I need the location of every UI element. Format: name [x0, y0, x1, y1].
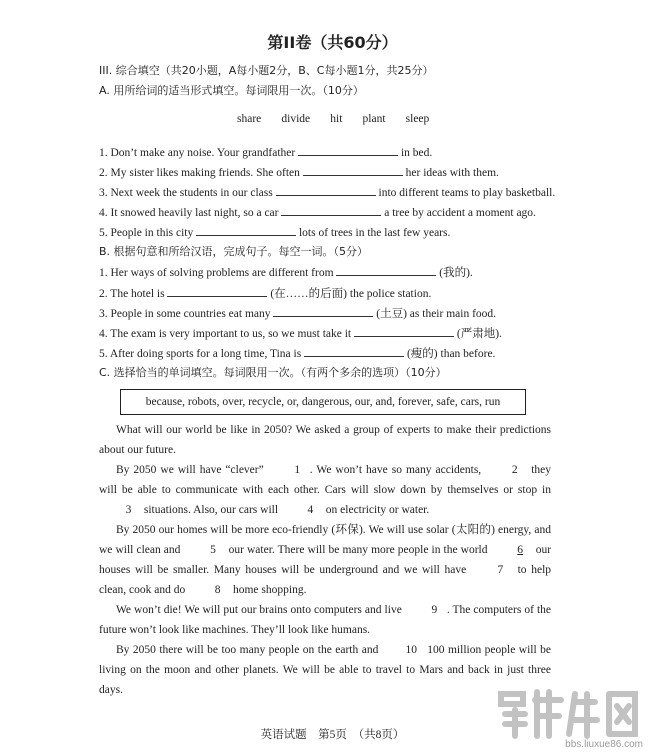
part-a-item: [99, 143, 432, 159]
word-bank-item: hit: [330, 113, 343, 125]
part-a-item: [99, 163, 499, 179]
blank-number[interactable]: 9: [431, 604, 438, 616]
watermark-logo-icon: [491, 680, 651, 750]
part-b-item: [99, 263, 473, 280]
item-text: into different teams to play basketball.: [378, 187, 556, 199]
item-text: in bed.: [400, 147, 433, 159]
part-b-item: [99, 284, 431, 301]
passage-paragraph: [99, 640, 551, 700]
passage-text: . We won’t have so many accidents,: [309, 464, 482, 476]
item-text: 2. My sister likes making friends. She often: [99, 167, 300, 179]
passage: [99, 420, 551, 700]
answer-blank[interactable]: [273, 304, 373, 317]
blank-number[interactable]: 10: [405, 644, 418, 656]
passage-text: situations. Also, our cars will: [143, 504, 279, 516]
part-c-instruction: C. 选择恰当的单词填空。每词限用一次。（有两个多余的选项）（10分）: [99, 366, 447, 379]
passage-text: . The computers of the future won’t look like machines. They’ll look like humans.: [99, 604, 552, 636]
item-text: 4. It snowed heavily last night, so a car: [99, 207, 279, 219]
passage-paragraph: [99, 520, 551, 600]
passage-paragraph: [99, 460, 551, 520]
part-a-item: [99, 183, 555, 199]
item-text: 4. The exam is very important to us, so we must take it: [99, 328, 352, 340]
part-a-instruction: A. 用所给词的适当形式填空。每词限用一次。（10分）: [99, 84, 364, 97]
answer-blank[interactable]: [303, 163, 403, 176]
blank-number[interactable]: 3: [125, 504, 132, 516]
passage-text: 100 million people will be living on the moon and other planets. We will be able to travel to Mars and back in just three days.: [99, 644, 552, 696]
item-text: 3. Next week the students in our class: [99, 187, 273, 199]
answer-blank[interactable]: [196, 223, 296, 236]
watermark-url: bbs.liuxue86.com: [565, 739, 643, 750]
part-a-item: [99, 203, 536, 219]
part-b-item: [99, 324, 502, 341]
passage-text: We won’t die! We will put our brains onto computers and live: [116, 604, 402, 616]
blank-number[interactable]: 5: [210, 544, 216, 556]
page-title: 第II卷（共60分）: [267, 33, 398, 52]
part-b-item: [99, 344, 495, 361]
passage-text: they will be able to communicate with each other. Cars will slow down by themselves or stop in: [99, 464, 551, 496]
passage-text: What will our world be like in 2050? We asked a group of experts to make their predictions about our future.: [99, 424, 551, 456]
item-text: (在……的后面) the police station.: [270, 288, 432, 300]
item-text: lots of trees in the last few years.: [298, 227, 451, 239]
part-b-instruction: B. 根据句意和所给汉语，完成句子。每空一词。（5分）: [99, 245, 369, 258]
blank-number[interactable]: 1: [294, 464, 301, 476]
item-text: (土豆) as their main food.: [376, 308, 497, 320]
item-text: (瘦的) than before.: [406, 348, 496, 360]
answer-blank[interactable]: [354, 324, 454, 337]
passage-text: home shopping.: [232, 584, 307, 596]
part-a-item: [99, 223, 450, 239]
answer-blank[interactable]: [167, 284, 267, 297]
section-heading: III. 综合填空（共20小题，A每小题2分，B、C每小题1分，共25分）: [99, 64, 434, 77]
passage-text: to help clean, cook and do: [99, 564, 552, 596]
passage-text: By 2050 we will have “clever”: [116, 464, 264, 476]
passage-paragraph: [99, 600, 551, 640]
answer-blank[interactable]: [276, 183, 376, 196]
answer-blank[interactable]: [298, 143, 398, 156]
blank-number[interactable]: 6: [517, 544, 523, 556]
word-bank-item: share: [237, 113, 262, 125]
part-b-item: [99, 304, 496, 321]
item-text: 1. Her ways of solving problems are different from: [99, 267, 334, 279]
item-text: 5. After doing sports for a long time, Tina is: [99, 348, 302, 360]
passage-text: our water. There will be many more people in the world: [228, 544, 488, 556]
passage-paragraph: [99, 420, 551, 460]
item-text: (严肃地).: [456, 328, 502, 340]
item-text: 3. People in some countries eat many: [99, 308, 271, 320]
item-text: 5. People in this city: [99, 227, 194, 239]
item-text: her ideas with them.: [405, 167, 499, 179]
answer-blank[interactable]: [304, 344, 404, 357]
answer-blank[interactable]: [281, 203, 381, 216]
word-bank: [237, 113, 429, 125]
item-text: 1. Don’t make any noise. Your grandfather: [99, 147, 296, 159]
answer-blank[interactable]: [336, 263, 436, 276]
item-text: 2. The hotel is: [99, 288, 165, 300]
item-text: a tree by accident a moment ago.: [384, 207, 536, 219]
passage-text: By 2050 there will be too many people on the earth and: [116, 644, 379, 656]
blank-number[interactable]: 7: [497, 564, 504, 576]
word-bank-item: plant: [362, 113, 386, 125]
passage-text: By 2050 our homes will be more eco-friendly (环保). We will use solar (太阳的) energy, and we will clean and: [99, 524, 551, 556]
passage-text: our houses will be smaller. Many houses will be underground and we will have: [99, 544, 552, 576]
word-bank-item: divide: [281, 113, 311, 125]
watermark-logo: [491, 680, 651, 750]
blank-number[interactable]: 4: [307, 504, 314, 516]
word-box: because, robots, over, recycle, or, dangerous, our, and, forever, safe, cars, run: [120, 389, 526, 415]
page-footer: 英语试题 第5页 （共8页）: [260, 729, 405, 741]
word-bank-item: sleep: [405, 113, 430, 125]
item-text: (我的).: [439, 267, 473, 279]
blank-number[interactable]: 2: [511, 464, 518, 476]
blank-number[interactable]: 8: [214, 584, 221, 596]
passage-text: on electricity or water.: [325, 504, 430, 516]
